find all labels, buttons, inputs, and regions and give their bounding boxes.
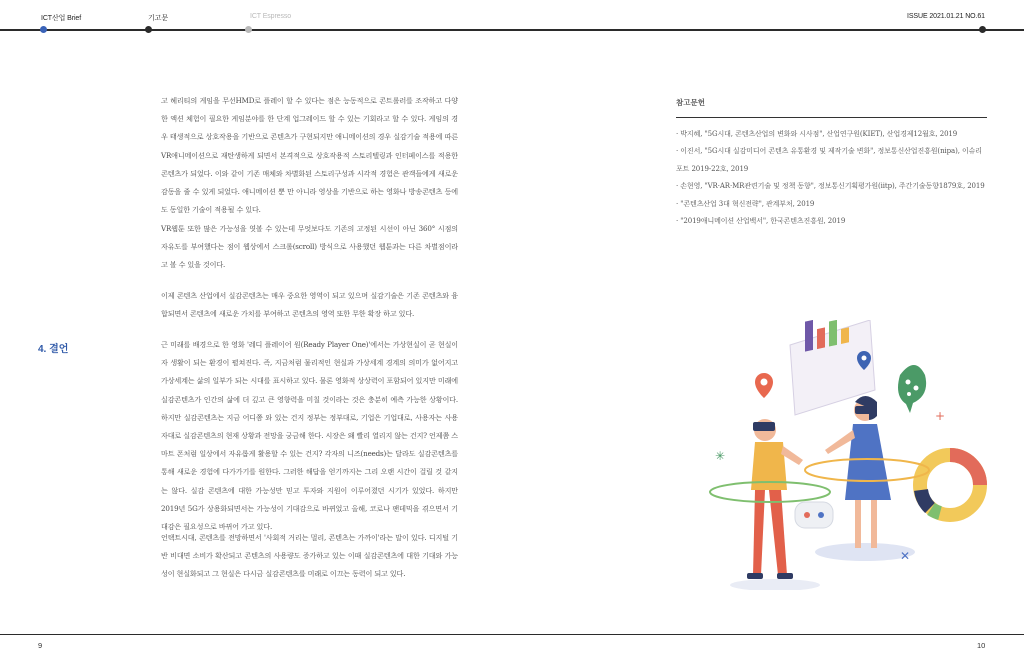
header-marker-dot <box>145 26 152 33</box>
references-list <box>676 126 988 230</box>
reference-item: · 이진서, "5G시대 실감미디어 콘텐츠 유통환경 및 제작기술 변화", 정보통신산업진흥원(nipa), 이슈리포트 2019-22호, 2019 <box>676 147 982 173</box>
reference-item: · "2019애니메이션 산업백서", 한국콘텐츠진흥원, 2019 <box>676 217 846 226</box>
page-number-left: 9 <box>38 641 43 650</box>
vr-illustration <box>695 320 995 590</box>
gamepad-icon <box>795 502 833 528</box>
issue-label: ISSUE 2021.01.21 NO.61 <box>907 13 985 20</box>
header-marker-dot <box>979 26 986 33</box>
sparkle-icon: + <box>935 409 946 423</box>
header-rule <box>0 29 1024 31</box>
header-marker-dot <box>40 26 47 33</box>
body-paragraph: 이제 콘텐츠 산업에서 실감콘텐츠는 매우 중요한 영역이 되고 있으며 실감기술은 기존 콘텐츠와 융합되면서 콘텐츠에 새로운 가치를 부여하고 콘텐츠의 영역 또한 무한 확장 하고 있다. <box>161 291 458 319</box>
reference-item: · "콘텐츠산업 3대 혁신전략", 관계부처, 2019 <box>676 199 815 208</box>
section-label-active: 기고문 <box>148 15 168 22</box>
brand-label: ICT산업 Brief <box>41 15 82 22</box>
running-header <box>0 0 1024 36</box>
person-woman-figure <box>825 396 891 548</box>
body-paragraph: 고 헤리티의 게임을 무선HMD로 플레이 할 수 있다는 점은 능동적으로 콘트롤러를 조작하고 다양한 액션 체험이 필요한 게임분야를 한 단계 업그레이드 할 수 있는 기회라고 할 수 있다. 게임의 경우 태생적으로 상호작용을 기반으로 콘텐츠가 구현되지만 애니메이션의 경우 실감기술 적용에 따른 VR애니메이션으로 재탄생하게 되면서 본격적으로 상호작용적 스토리텔링과 인터페이스를 적용한 콘텐츠가 되었다. 이와 같이 기존 매체와 차별화된 스토리구성과 시각적 경험은 관객들에게 새로운 감동을 줄 수 있게 되었다. 애니메이션 뿐 만 아니라 영상을 기반으로 하는 영화나 방송콘텐츠 등에도 동일한 기술이 적용될 수 있다. <box>161 96 458 215</box>
section-heading: 4. 결언 <box>38 344 69 355</box>
body-paragraph: 언택트시대, 콘텐츠를 전망하면서 '사회적 거리는 멀리, 콘텐츠는 가까이'라는 말이 있다. 디지털 기반 비대면 소비가 확산되고 콘텐츠의 사용량도 증가하고 있는 이때 실감콘텐츠에 대한 기대와 가능성이 현실화되고 그 현실은 다시금 실감콘텐츠를 미래로 이끄는 동력이 되고 있다. <box>161 533 458 579</box>
body-paragraph: 근 미래를 배경으로 한 영화 '레디 플레이어 원(Ready Player One)'에서는 가상현실이 곧 현실이자 생활이 되는 환경이 펼쳐진다. 즉, 지금처럼 물리적인 현실과 가상세계 경계의 의미가 없어지고 가상세계는 삶의 일부가 되는 시대를 표시하고 있다. 물론 영화적 상상력이 포함되어 있지만 미래에 실감콘텐츠가 인간의 삶에 더 깊고 큰 영향력을 미칠 것이라는 것은 충분히 예측 가능한 상황이다. 하지만 실감콘텐츠는 지금 어디쯤 와 있는 건지 정부는 정부대로, 기업은 기업대로, 사용자는 사용자대로 실감콘텐츠의 현재 상황과 전망을 궁금해 한다. 시장은 왜 빨리 열리지 않는 건지? 언제쯤 스마트 폰처럼 일상에서 자유롭게 활용할 수 있는 건지? 각자의 니즈(needs)는 달라도 실감콘텐츠를 통해 새로운 경험에 다가가기를 원한다. 그러한 해답을 얻기까지는 그리 오랜 시간이 걸릴 것 같지는 않다. 실감 콘텐츠에 대한 가능성만 믿고 투자와 지원이 이루어졌던 시기가 있었다. 하지만 2019년 5G가 상용화되면서는 가능성이 기대감으로 바뀌었고 올해, 코로나 팬데믹을 겪으면서 기대감은 필요성으로 바뀌어 가고 있다. <box>161 340 458 532</box>
person-man-figure <box>747 419 803 579</box>
references-rule <box>676 117 987 118</box>
footer-rule <box>0 634 1024 635</box>
page-number-right: 10 <box>977 641 986 650</box>
sparkle-icon: ✕ <box>900 549 911 563</box>
reference-item: · 손현영, "VR·AR·MR관련기술 및 정책 동향", 정보통신기획평가원(iitp), 주간기술동향1879호, 2019 <box>676 182 985 191</box>
header-marker-dot <box>245 26 252 33</box>
donut-chart-icon <box>920 455 980 515</box>
floor-shadow <box>730 579 820 590</box>
location-pin-icon <box>755 373 773 398</box>
sparkle-icon: ✳ <box>715 449 726 463</box>
references-title: 참고문헌 <box>676 98 705 107</box>
body-paragraph: VR웹툰 또한 많은 가능성을 엿볼 수 있는데 무엇보다도 기존의 고정된 시선이 아닌 360° 시점의 자유도를 부여했다는 점이 웹상에서 스크롤(scroll) 방식으로 사용했던 웹툰과는 다른 차별점이라고 볼 수 있을 것이다. <box>161 224 458 270</box>
reference-item: · 박지혜, "5G시대, 콘텐츠산업의 변화와 시사점", 산업연구원(KIET), 산업경제12월호, 2019 <box>676 130 958 138</box>
section-label-inactive: ICT Espresso <box>250 13 292 20</box>
chat-bubble-icon <box>898 365 926 413</box>
